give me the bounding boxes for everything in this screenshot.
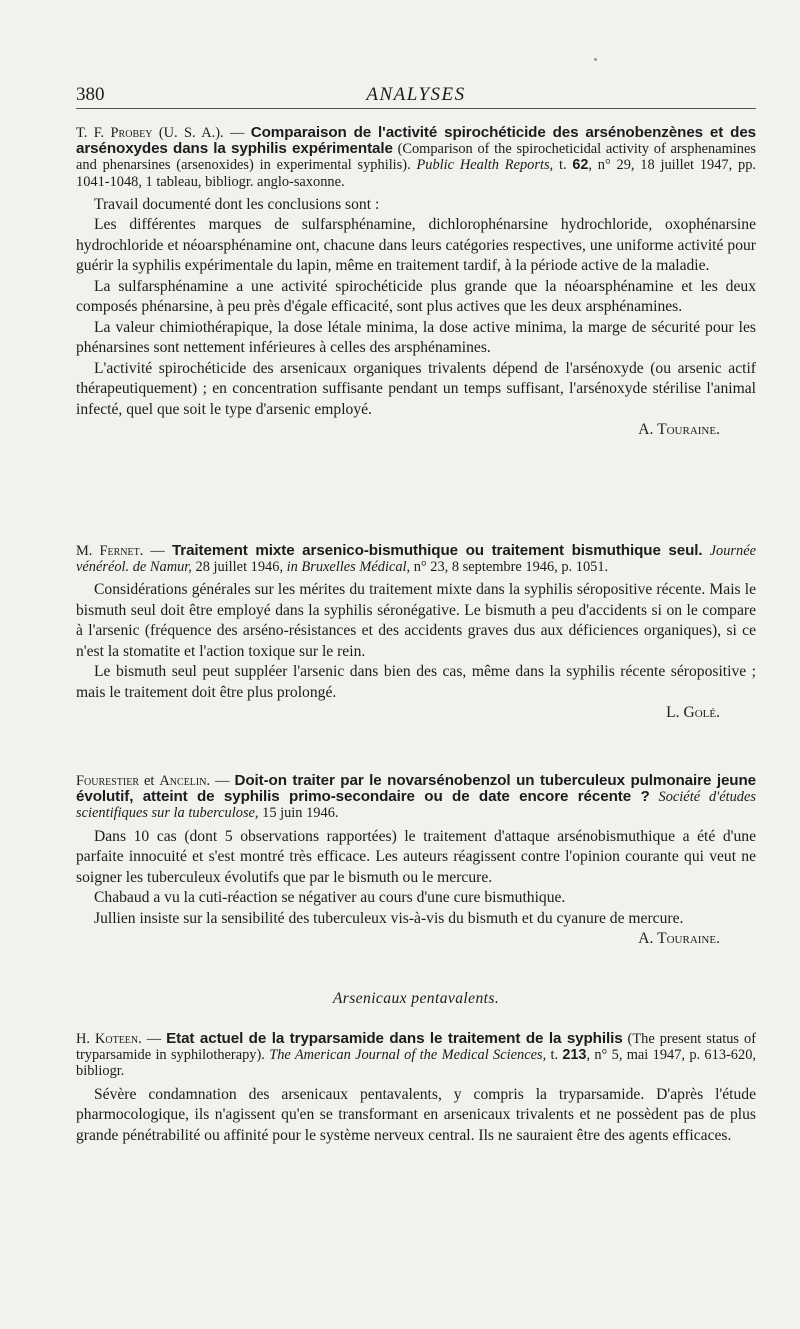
volume-prefix: t. bbox=[553, 157, 573, 174]
abstract-fernet bbox=[76, 543, 756, 724]
article-title: Etat actuel de la tryparsamide dans le traitement de la syphilis bbox=[166, 1030, 623, 1047]
paragraph: La valeur chimiothérapique, la dose létale minima, la dose active minima, la marge de sécurité pour les phénarsines sont nettement inférieures à celles des arsphénamines. bbox=[76, 318, 756, 357]
paragraph: Le bismuth seul peut suppléer l'arsenic dans bien des cas, même dans la syphilis récente séropositive ; mais le traitement doit être plus prolongé. bbox=[76, 663, 756, 701]
citation bbox=[76, 125, 756, 190]
journal-name-2: in Bruxelles Médical, bbox=[286, 559, 411, 576]
abstract-koteen bbox=[76, 1031, 756, 1146]
paragraph: Dans 10 cas (dont 5 observations rapportées) le traitement d'attaque arsénobismuthique a été d'une parfaite innocuité et s'est montré très efficace. Les auteurs réagissent contre l'opinion courante qui veut ne soigner les tuberculeux évolutifs que par le bismuth ou le mercure. bbox=[76, 827, 756, 886]
running-header bbox=[76, 84, 756, 109]
abstract-body bbox=[76, 580, 756, 724]
signature: L. Golé. bbox=[666, 704, 720, 722]
author: M. Fernet. bbox=[76, 543, 144, 559]
author: H. Koteen. bbox=[76, 1031, 142, 1047]
citation bbox=[76, 543, 756, 575]
author-suffix: (U. S. A.). — bbox=[152, 125, 251, 141]
english-title: (The present status of tryparsamide in syphilotherapy). bbox=[76, 1031, 756, 1064]
english-title: (Comparison of the spirocheticidal activity of arsphenamines and phenarsines (arsenoxides) in experimental syphilis). bbox=[76, 141, 756, 174]
paragraph: La sulfarsphénamine a une activité spirochéticide plus grande que la néoarsphénamine et les deux composés phénarsine, à peu près d'égale efficacité, sont plus actives que les deux arsphénamines. bbox=[76, 277, 756, 316]
author-conjunction: et bbox=[139, 773, 160, 789]
citation-date: 28 juillet 1946, bbox=[191, 559, 287, 576]
article-title: Comparaison de l'activité spirochéticide des arsénobenzènes et des arsénoxydes dans la syphilis expérimentale bbox=[76, 124, 757, 158]
signature: A. Touraine. bbox=[638, 930, 720, 948]
journal-name: Public Health Reports, bbox=[416, 157, 554, 174]
author: Fourestier bbox=[76, 773, 140, 789]
author-suffix: — bbox=[143, 543, 172, 559]
article-title: Doit-on traiter par le novarsénobenzol un tuberculeux pulmonaire jeune évolutif, atteint de syphilis primo-secondaire ou de date encore récente ? bbox=[76, 772, 756, 806]
paragraph: Considérations générales sur les mérites du traitement mixte dans la syphilis séropositive récente. Mais le bismuth seul doit être employé dans la syphilis séronégative. Le bismuth a peu d'accidents si on le compare à l'arsenic (fréquence des arséno-résistances et des accidents graves dus aux déficiences organiques), si ce n'est la stomatite et l'action toxique sur le rein. bbox=[76, 581, 756, 660]
citation-details: , n° 5, mai 1947, p. 613-620, bibliogr. bbox=[76, 1047, 756, 1080]
paragraph: Sévère condamnation des arsenicaux pentavalents, y compris la tryparsamide. D'après l'étude pharmocologique, ils n'agissent qu'en se transformant en arsenicaux trivalents et ne possèdent pas de plus grande pénétrabilité ou affinité pour le système nerveux central. Ils ne sauraient être des agents efficaces. bbox=[76, 1085, 756, 1144]
abstract-body bbox=[76, 195, 756, 441]
abstract-probey bbox=[76, 125, 756, 441]
section-heading: Arsenicaux pentavalents. bbox=[332, 990, 500, 1007]
volume-prefix: t. bbox=[546, 1047, 563, 1064]
journal-name: Société d'études scientifiques sur la tuberculose, bbox=[76, 789, 756, 822]
citation bbox=[76, 1031, 756, 1080]
signature: A. Touraine. bbox=[638, 421, 720, 439]
author-suffix: — bbox=[141, 1031, 167, 1047]
citation-details: n° 23, 8 septembre 1946, p. 1051. bbox=[410, 559, 609, 576]
abstract-body bbox=[76, 827, 756, 950]
volume-number: 62 bbox=[572, 157, 589, 174]
paragraph: Travail documenté dont les conclusions sont : bbox=[94, 195, 380, 213]
author-suffix: — bbox=[210, 773, 235, 789]
citation bbox=[76, 773, 756, 822]
paragraph: Les différentes marques de sulfarsphénamine, dichlorophénarsine hydrochloride, oxophénarsine hydrochloride et néoarsphénamine ont, chacune dans leurs catégories respectives, une uniforme activité pour guérir la syphilis expérimentale du lapin, même en traitement tardif, à la période active de la maladie. bbox=[76, 216, 756, 275]
running-title: ANALYSES bbox=[366, 84, 466, 105]
page-number: 380 bbox=[76, 84, 105, 105]
paragraph: Chabaud a vu la cuti-réaction se négativer au cours d'une cure bismuthique. bbox=[94, 889, 566, 907]
paragraph: Jullien insiste sur la sensibilité des tuberculeux vis-à-vis du bismuth et du cyanure de mercure. bbox=[94, 909, 684, 927]
author: T. F. Probey bbox=[76, 125, 153, 141]
paragraph: L'activité spirochéticide des arsenicaux organiques trivalents dépend de l'arsénoxyde (ou arsenic actif thérapeutiquement) ; en concentration suffisante pendant un temps suffisant, l'arsénoxyde stérilise l'animal infecté, quel que soit le type d'arsenic employé. bbox=[76, 359, 756, 418]
article-title: Traitement mixte arsenico-bismuthique ou traitement bismuthique seul. bbox=[171, 542, 703, 559]
citation-details: , n° 29, 18 juillet 1947, pp. 1041-1048, 1 tableau, bibliogr. anglo-saxonne. bbox=[76, 157, 756, 190]
volume-number: 213 bbox=[562, 1047, 587, 1064]
citation-details: 15 juin 1946. bbox=[258, 805, 339, 822]
ink-speck bbox=[594, 58, 597, 61]
author-2: Ancelin. bbox=[159, 773, 211, 789]
journal-name: The American Journal of the Medical Sciences, bbox=[269, 1047, 547, 1064]
journal-name: Journée vénéréol. de Namur, bbox=[76, 543, 757, 576]
abstract-body bbox=[76, 1085, 756, 1147]
abstract-fourestier bbox=[76, 773, 756, 950]
